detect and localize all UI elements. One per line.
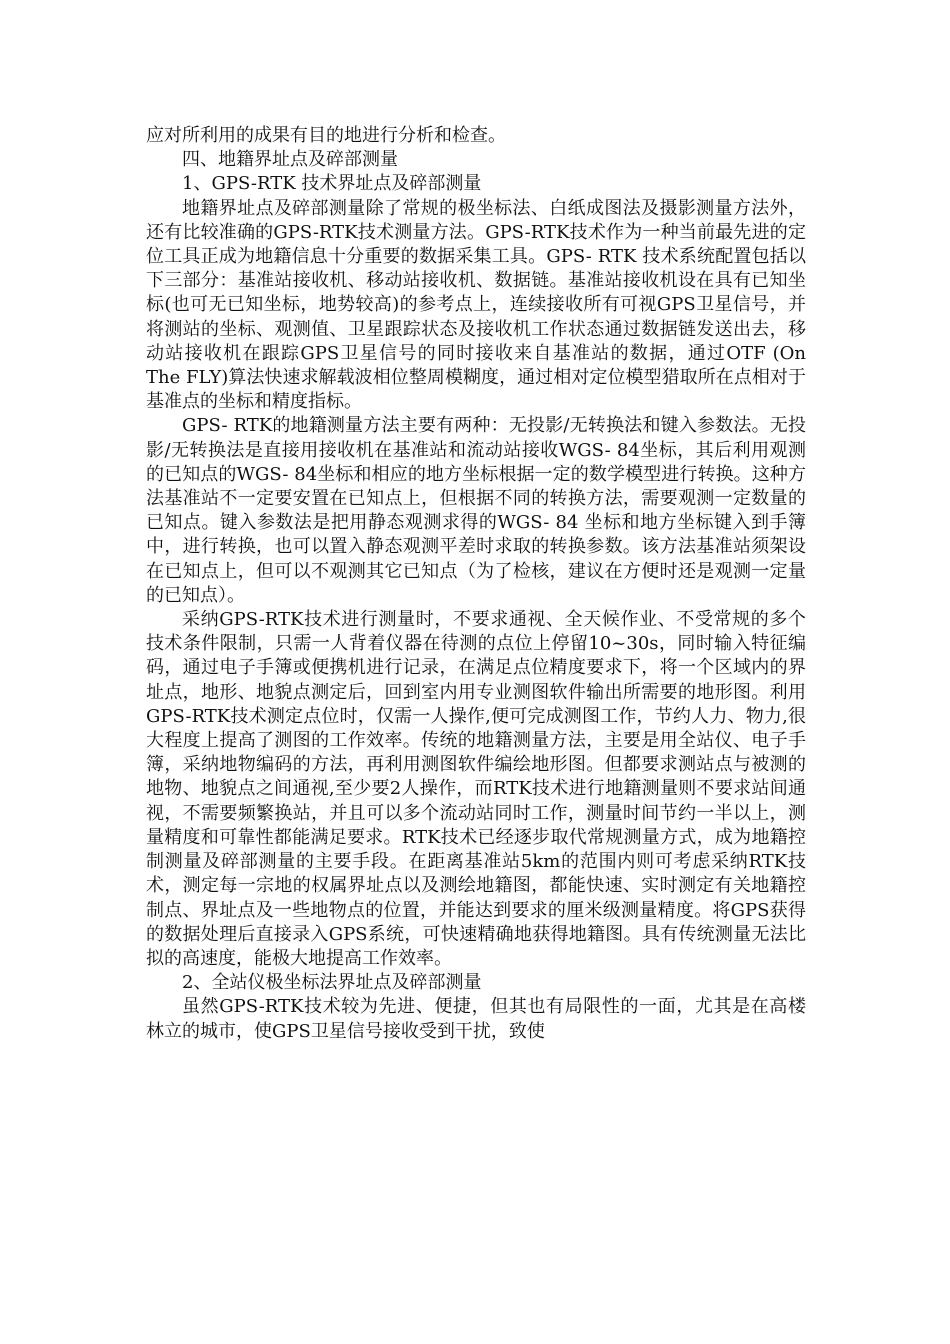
paragraph-2: GPS- RTK的地籍测量方法主要有两种：无投影/无转换法和键入参数法。无投影/无转换法是直接用接收机在基准站和流动站接收WGS- 84坐标，其后利用观测的已知点的WGS- 84坐标和相应的地方坐标根据一定的数学模型进行转换。这种方法基准站不一定要安置在已知点上，但根据不同的转换方法，需要观测一定数量的已知点。键入参数法是把用静态观测求得的WGS- 84 坐标和地方坐标键入到手簿中，进行转换，也可以置入静态观测平差时求取的转换参数。该方法基准站须架设在已知点上，但可以不观测其它已知点（为了检核，建议在方便时还是观测一定量的已知点）。 bbox=[146, 415, 806, 606]
paragraph-1: 地籍界址点及碎部测量除了常规的极坐标法、白纸成图法及摄影测量方法外，还有比较准确的GPS-RTK技术测量方法。GPS-RTK技术作为一种当前最先进的定位工具正成为地籍信息十分重要的数据采集工具。GPS- RTK 技术系统配置包括以下三部分：基准站接收机、移动站接收机、数据链。基准站接收机设在具有已知坐标(也可无已知坐标，地势较高)的参考点上，连续接收所有可视GPS卫星信号，并将测站的坐标、观测值、卫星跟踪状态及接收机工作状态通过数据链发送出去，移动站接收机在跟踪GPS卫星信号的同时接收来自基准站的数据，通过OTF (On The FLY)算法快速求解载波相位整周模糊度，通过相对定位模型猎取所在点相对于基准点的坐标和精度指标。 bbox=[146, 197, 806, 413]
document-body bbox=[146, 124, 806, 1044]
paragraph-3: 采纳GPS-RTK技术进行测量时，不要求通视、全天候作业、不受常规的多个技术条件限制，只需一人背着仪器在待测的点位上停留10~30s，同时输入特征编码，通过电子手簿或便携机进行记录，在满足点位精度要求下，将一个区域内的界址点，地形、地貌点测定后，回到室内用专业测图软件输出所需要的地形图。利用GPS-RTK技术测定点位时，仅需一人操作,便可完成测图工作，节约人力、物力,很大程度上提高了测图的工作效率。传统的地籍测量方法，主要是用全站仪、电子手簿，采纳地物编码的方法，再利用测图软件编绘地形图。但都要求测站点与被测的地物、地貌点之间通视,至少要2人操作，而RTK技术进行地籍测量则不要求站间通视，不需要频繁换站，并且可以多个流动站同时工作，测量时间节约一半以上，测量精度和可靠性都能满足要求。RTK技术已经逐步取代常规测量方式，成为地籍控制测量及碎部测量的主要手段。在距离基准站5km的范围内则可考虑采纳RTK技术，测定每一宗地的权属界址点以及测绘地籍图，都能快速、实时测定有关地籍控制点、界址点及一些地物点的位置，并能达到要求的厘米级测量精度。将GPS获得的数据处理后直接录入GPS系统，可快速精确地获得地籍图。具有传统测量无法比拟的高速度，能极大地提高工作效率。 bbox=[146, 609, 806, 969]
lead-line: 应对所利用的成果有目的地进行分析和检查。 bbox=[146, 125, 506, 146]
subsection-1-heading: 1、GPS-RTK 技术界址点及碎部测量 bbox=[182, 173, 482, 195]
paragraph-4: 虽然GPS-RTK技术较为先进、便捷，但其也有局限性的一面，尤其是在高楼林立的城市，使GPS卫星信号接收受到干扰，致使 bbox=[146, 996, 806, 1042]
subsection-2-heading: 2、全站仪极坐标法界址点及碎部测量 bbox=[182, 972, 482, 994]
section-heading: 四、地籍界址点及碎部测量 bbox=[182, 149, 398, 171]
